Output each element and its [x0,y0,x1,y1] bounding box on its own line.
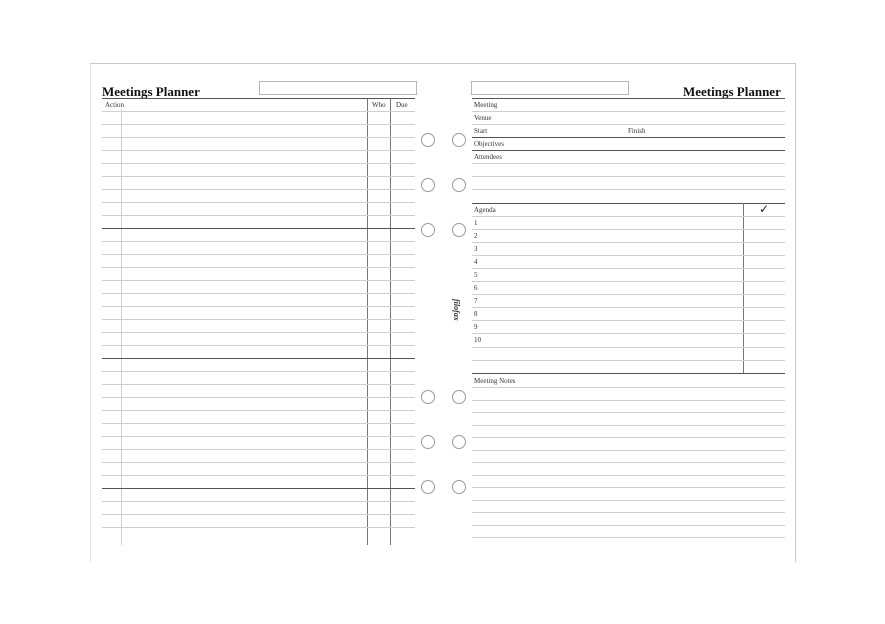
agenda-line[interactable] [472,229,785,230]
punch-hole [452,390,466,404]
left-header-rule [102,98,415,99]
agenda-item-number: 7 [474,297,478,305]
action-line[interactable] [102,345,415,346]
notes-line[interactable] [472,450,785,451]
notes-line[interactable] [472,425,785,426]
due-column-header: Due [396,101,408,109]
action-line[interactable] [102,111,415,112]
objectives-line[interactable] [472,150,785,151]
finish-label: Finish [628,127,646,135]
agenda-item-number: 5 [474,271,478,279]
check-mark-icon: ✓ [759,202,770,216]
agenda-line[interactable] [472,268,785,269]
agenda-line[interactable] [472,255,785,256]
notes-line[interactable] [472,387,785,388]
who-column-header: Who [372,101,386,109]
planner-sheet [90,63,796,562]
brand-logo: filofax [452,299,461,321]
agenda-line[interactable] [472,333,785,334]
right-header-rule [472,98,785,99]
notes-line[interactable] [472,487,785,488]
objectives-label: Objectives [474,140,504,148]
due-column-divider [390,99,391,545]
agenda-line[interactable] [472,281,785,282]
punch-hole [452,435,466,449]
left-margin-rule [121,109,122,545]
action-line[interactable] [102,215,415,216]
agenda-item-number: 4 [474,258,478,266]
action-line[interactable] [102,280,415,281]
agenda-line[interactable] [472,216,785,217]
notes-line[interactable] [472,500,785,501]
action-line[interactable] [102,436,415,437]
agenda-item-number: 3 [474,245,478,253]
agenda-bottom-rule [472,373,785,374]
notes-line[interactable] [472,400,785,401]
notes-line[interactable] [472,462,785,463]
punch-hole [421,390,435,404]
agenda-line[interactable] [472,307,785,308]
agenda-top-rule [472,203,785,204]
action-line[interactable] [102,371,415,372]
action-line[interactable] [102,462,415,463]
action-line[interactable] [102,358,415,359]
action-line[interactable] [102,189,415,190]
punch-hole [421,435,435,449]
action-line[interactable] [102,410,415,411]
action-line[interactable] [102,423,415,424]
punch-hole [421,178,435,192]
meeting-notes-label: Meeting Notes [474,377,516,385]
action-line[interactable] [102,488,415,489]
left-page-title: Meetings Planner [102,84,200,99]
attendees-label: Attendees [474,153,502,161]
action-line[interactable] [102,176,415,177]
agenda-line[interactable] [472,347,785,348]
action-line[interactable] [102,332,415,333]
action-column-header: Action [105,101,125,109]
meeting-line[interactable] [472,111,785,112]
notes-line[interactable] [472,437,785,438]
punch-hole [452,178,466,192]
action-line[interactable] [102,228,415,229]
notes-line[interactable] [472,412,785,413]
notes-line[interactable] [472,525,785,526]
agenda-item-number: 2 [474,232,478,240]
notes-line[interactable] [472,512,785,513]
action-line[interactable] [102,163,415,164]
punch-hole [452,223,466,237]
punch-hole [452,133,466,147]
notes-line[interactable] [472,537,785,538]
time-line[interactable] [472,137,785,138]
agenda-line[interactable] [472,320,785,321]
action-line[interactable] [102,124,415,125]
agenda-item-number: 9 [474,323,478,331]
punch-hole [421,480,435,494]
start-label: Start [474,127,488,135]
action-line[interactable] [102,514,415,515]
action-line[interactable] [102,202,415,203]
meeting-label: Meeting [474,101,498,109]
action-line[interactable] [102,293,415,294]
left-date-box[interactable] [259,81,417,95]
attendees-line[interactable] [472,163,785,164]
agenda-item-number: 10 [474,336,481,344]
venue-label: Venue [474,114,492,122]
action-line[interactable] [102,267,415,268]
venue-line[interactable] [472,124,785,125]
punch-hole [421,223,435,237]
who-column-divider [367,99,368,545]
action-line[interactable] [102,306,415,307]
attendees-line[interactable] [472,176,785,177]
action-line[interactable] [102,241,415,242]
agenda-line[interactable] [472,294,785,295]
action-line[interactable] [102,319,415,320]
agenda-item-number: 6 [474,284,478,292]
action-line[interactable] [102,137,415,138]
attendees-line[interactable] [472,189,785,190]
agenda-item-number: 1 [474,219,478,227]
action-line[interactable] [102,449,415,450]
punch-hole [452,480,466,494]
agenda-line[interactable] [472,360,785,361]
right-date-box[interactable] [471,81,629,95]
right-page-title: Meetings Planner [683,84,781,99]
action-line[interactable] [102,501,415,502]
punch-hole [421,133,435,147]
agenda-item-number: 8 [474,310,478,318]
action-line[interactable] [102,475,415,476]
notes-line[interactable] [472,475,785,476]
agenda-line[interactable] [472,242,785,243]
agenda-label: Agenda [474,206,496,214]
action-line[interactable] [102,527,415,528]
action-line[interactable] [102,254,415,255]
action-line[interactable] [102,384,415,385]
action-line[interactable] [102,397,415,398]
action-line[interactable] [102,150,415,151]
